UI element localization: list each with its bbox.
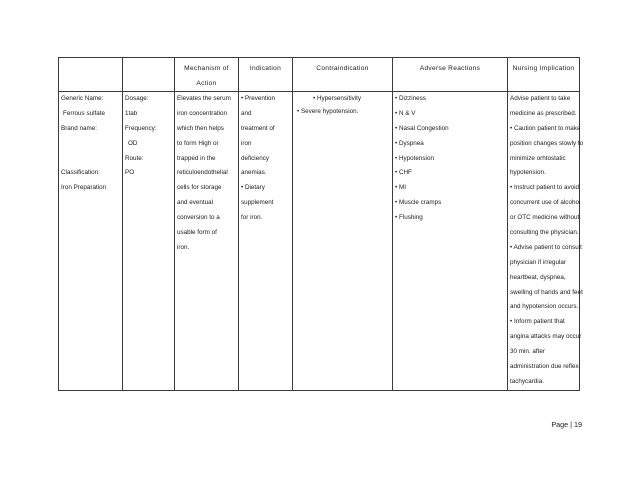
header-cell-dosage <box>123 58 175 92</box>
mechanism-cell <box>175 92 239 391</box>
mechanism-line: which then helps <box>177 124 224 132</box>
adverse-reaction-item: • Dyspnea <box>395 139 424 147</box>
drug-study-table <box>58 57 584 391</box>
adverse-reaction-item: • MI <box>395 184 406 192</box>
indication-line: deficiency <box>241 154 270 162</box>
nursing-line: physician if irregular <box>510 258 566 266</box>
adverse-reactions-cell <box>393 92 508 391</box>
nursing-line: • Caution patient to make <box>510 124 581 132</box>
header-cell-mechanism <box>175 58 239 92</box>
nursing-line: concurrent use of alcohol <box>510 199 581 207</box>
contraindication-item: • Severe hypotension. <box>297 107 359 115</box>
header-cell-nursing-implication: Nursing Implication <box>508 58 580 92</box>
mechanism-line: and eventual <box>177 199 214 207</box>
indication-line: iron <box>241 139 252 147</box>
classification-label: Classification: <box>61 169 100 177</box>
header-cell-drug <box>59 58 123 92</box>
mechanism-line: usable form of <box>177 229 217 237</box>
indication-line: for iron. <box>241 214 263 222</box>
mechanism-line: to form High or <box>177 139 219 147</box>
brand-name-label: Brand name: <box>61 124 98 132</box>
header-cell-adverse-reactions: Adverse Reactions <box>393 58 508 92</box>
indication-line: anemias. <box>241 169 267 177</box>
mechanism-line: cells for storage <box>177 184 222 192</box>
adverse-reaction-item: • Muscle cramps <box>395 199 442 207</box>
footer-divider <box>58 433 579 434</box>
adverse-reaction-item: • Nasal Congestion <box>395 124 449 132</box>
table-row <box>59 92 580 391</box>
indication-line: and <box>241 109 252 117</box>
contraindication-item: • Hypersensitivity <box>313 95 362 102</box>
nursing-line: Advise patient to take <box>510 95 571 102</box>
header-mechanism-line1: Mechanism of <box>184 65 229 72</box>
nursing-line: angina attacks may occur <box>510 333 582 341</box>
nursing-line: consulting the physician. <box>510 229 579 237</box>
nursing-line: swelling of hands and feet <box>510 288 583 296</box>
nursing-line: • Inform patient that <box>510 318 565 326</box>
drug-info-spacer <box>61 152 120 167</box>
nursing-line: medicine as prescribed. <box>510 109 577 117</box>
dosage-cell <box>123 92 175 391</box>
frequency-value: OD <box>128 139 138 147</box>
adverse-reaction-item: • Hypotension <box>395 154 434 162</box>
header-mechanism-line2: Action <box>196 80 217 87</box>
nursing-line: and hypotension occurs. <box>510 303 579 311</box>
mechanism-line: conversion to a <box>177 214 220 222</box>
nursing-implication-cell <box>508 92 584 391</box>
adverse-reaction-item: • Flushing <box>395 214 423 222</box>
route-label: Route: <box>125 154 144 162</box>
brand-name-value <box>61 137 120 152</box>
indication-line: treatment of <box>241 124 275 132</box>
indication-line: • Prevention <box>241 95 276 102</box>
nursing-line: • Instruct patient to avoid <box>510 184 580 192</box>
page-number: Page | 19 <box>551 420 582 429</box>
mechanism-line: iron concentration <box>177 109 228 117</box>
nursing-line: heartbeat, dyspnea, <box>510 273 566 281</box>
nursing-line: position changes slowly to <box>510 139 584 147</box>
dosage-label: Dosage: <box>125 95 149 102</box>
nursing-line: hypotension. <box>510 169 546 177</box>
frequency-label: Frequency: <box>125 124 157 132</box>
contraindication-cell <box>293 92 393 391</box>
nursing-line: minimize orhtostatic <box>510 154 566 162</box>
header-cell-indication: Indication <box>239 58 293 92</box>
table-header-row <box>59 58 580 92</box>
indication-line: supplement <box>241 199 274 207</box>
route-value: PO <box>125 169 135 177</box>
nursing-line: administration due reflex <box>510 363 579 371</box>
adverse-reaction-item: • Dizziness <box>395 95 426 102</box>
classification-value: Iron Preparation <box>61 184 107 192</box>
mechanism-line: iron. <box>177 243 190 251</box>
drug-info-cell <box>59 92 123 391</box>
nursing-line: 30 min. after <box>510 348 545 356</box>
nursing-line: or OTC medicine without <box>510 214 580 222</box>
nursing-line: tachycardia. <box>510 377 544 385</box>
mechanism-line: Elevates the serum <box>177 95 231 102</box>
mechanism-line: reticuloendothelial <box>177 169 228 177</box>
adverse-reaction-item: • N & V <box>395 109 416 117</box>
indication-cell <box>239 92 293 391</box>
generic-name-label: Generic Name: <box>61 95 104 102</box>
indication-line: • Dietary <box>241 184 265 192</box>
nursing-line: • Advise patient to consult <box>510 243 582 251</box>
header-cell-contraindication: Contraindication <box>293 58 393 92</box>
mechanism-line: trapped in the <box>177 154 216 162</box>
adverse-reaction-item: • CHF <box>395 169 412 177</box>
dosage-value: 1tab <box>125 109 138 117</box>
generic-name-value: Ferrous sulfate <box>63 109 105 117</box>
